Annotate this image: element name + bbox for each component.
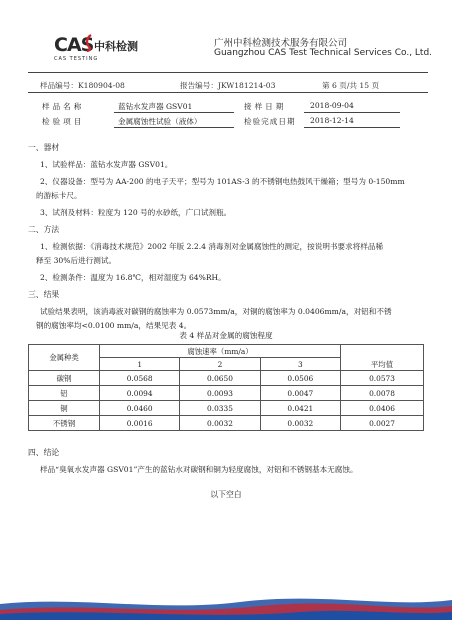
- table-caption: 表 4 样品对金属的腐蚀程度: [179, 331, 273, 340]
- rate-run-3: 0.0421: [260, 401, 340, 416]
- table-header-run-3: 3: [260, 358, 340, 371]
- result-line-1b: 钢的腐蚀率均<0.0100 mm/a，结果见表 4。: [36, 321, 192, 330]
- sample-name-underline: [114, 112, 234, 113]
- company-name-zh: 广州中科检测技术服务有限公司: [214, 38, 348, 49]
- section-result-title: 三、结果: [28, 290, 60, 299]
- rate-average: 0.0573: [341, 371, 424, 386]
- corrosion-results-table: [28, 344, 424, 431]
- method-line-1b: 释至 30%后进行测试。: [36, 256, 117, 265]
- rate-run-2: 0.0032: [180, 416, 260, 431]
- receive-date-value: 2018-09-04: [310, 101, 354, 110]
- rate-run-1: 0.0460: [100, 401, 180, 416]
- method-line-1: 1、检测依据：《消毒技术规范》2002 年版 2.2.4 消毒剂对金属腐蚀性的测定，按说明书要求将样品稀: [40, 242, 384, 251]
- table-header-run-2: 2: [180, 358, 260, 371]
- logo-red-swoosh-icon: [84, 34, 94, 52]
- equipment-line-2: 2、仪器设备：型号为 AA-200 的电子天平；型号为 101AS-3 的不锈钢电热鼓风干燥箱；型号为 0-150mm: [40, 177, 405, 186]
- receive-date-label: 接样日期: [244, 102, 287, 111]
- test-item-underline: [114, 127, 234, 128]
- header-rule-bottom: [28, 92, 428, 93]
- test-item-label: 检验项目: [42, 117, 85, 126]
- table-row: [29, 371, 424, 386]
- header-rule-top: [28, 72, 428, 73]
- footer-wave-decoration: [0, 594, 452, 620]
- section-equipment-title: 一、器材: [28, 143, 60, 152]
- section-method-title: 二、方法: [28, 225, 60, 234]
- rate-run-2: 0.0335: [180, 401, 260, 416]
- metal-name: 碳钢: [29, 371, 100, 386]
- cas-logo: [54, 32, 174, 66]
- company-name-en: Guangzhou CAS Test Technical Services Co., Ltd.: [214, 48, 433, 58]
- table-row: [29, 386, 424, 401]
- table-header-rate: 腐蚀速率（mm/a）: [100, 345, 341, 358]
- rate-run-3: 0.0506: [260, 371, 340, 386]
- table-row: [29, 401, 424, 416]
- test-item-value: 金属腐蚀性试验（液体）: [118, 117, 202, 126]
- table-header-metal: 金属种类: [29, 345, 100, 371]
- finish-date-label: 检验完成日期: [244, 117, 296, 126]
- sample-name-value: 蓝钻水发声器 GSV01: [118, 102, 193, 111]
- logo-sub-text: CAS TESTING: [54, 56, 99, 62]
- logo-cas-text: CAS: [54, 34, 94, 56]
- method-line-2: 2、检测条件：温度为 16.8℃，相对湿度为 64%RH。: [40, 273, 226, 282]
- rate-average: 0.0078: [341, 386, 424, 401]
- conclusion-line-1: 样品“臭氧水发声器 GSV01”产生的蓝钻水对碳钢和铜为轻度腐蚀，对铝和不锈钢基本无腐蚀。: [40, 465, 358, 474]
- logo-zh-text: 中科检测: [94, 40, 138, 53]
- table-row: [29, 416, 424, 431]
- table-header-average: 平均值: [341, 345, 424, 371]
- rate-run-3: 0.0032: [260, 416, 340, 431]
- sample-number: 样品编号：K180904-08: [40, 81, 125, 90]
- rate-run-2: 0.0093: [180, 386, 260, 401]
- rate-run-1: 0.0016: [100, 416, 180, 431]
- receive-date-underline: [304, 112, 400, 113]
- rate-run-2: 0.0650: [180, 371, 260, 386]
- end-blank-notice: 以下空白: [210, 490, 242, 499]
- result-line-1: 试验结果表明，该消毒液对碳钢的腐蚀率为 0.0573mm/a，对铜的腐蚀率为 0.0406mm/a，对铝和不锈: [40, 307, 392, 316]
- equipment-line-1: 1、试验样品：蓝钻水发声器 GSV01。: [40, 160, 173, 169]
- sample-name-label: 样品名称: [42, 102, 85, 111]
- rate-run-3: 0.0047: [260, 386, 340, 401]
- rate-average: 0.0406: [341, 401, 424, 416]
- rate-average: 0.0027: [341, 416, 424, 431]
- metal-name: 铜: [29, 401, 100, 416]
- finish-date-underline: [304, 127, 400, 128]
- metal-name: 铝: [29, 386, 100, 401]
- section-conclusion-title: 四、结论: [28, 448, 60, 457]
- finish-date-value: 2018-12-14: [310, 116, 354, 125]
- report-number: 报告编号：JKW181214-03: [180, 81, 276, 90]
- rate-run-1: 0.0094: [100, 386, 180, 401]
- equipment-line-2b: 的游标卡尺。: [36, 191, 82, 200]
- equipment-line-3: 3、试剂及材料：粒度为 120 号的水砂纸，广口试剂瓶。: [40, 208, 232, 217]
- table-header-run-1: 1: [100, 358, 180, 371]
- page-indicator: 第 6 页/共 15 页: [322, 81, 380, 90]
- metal-name: 不锈钢: [29, 416, 100, 431]
- rate-run-1: 0.0568: [100, 371, 180, 386]
